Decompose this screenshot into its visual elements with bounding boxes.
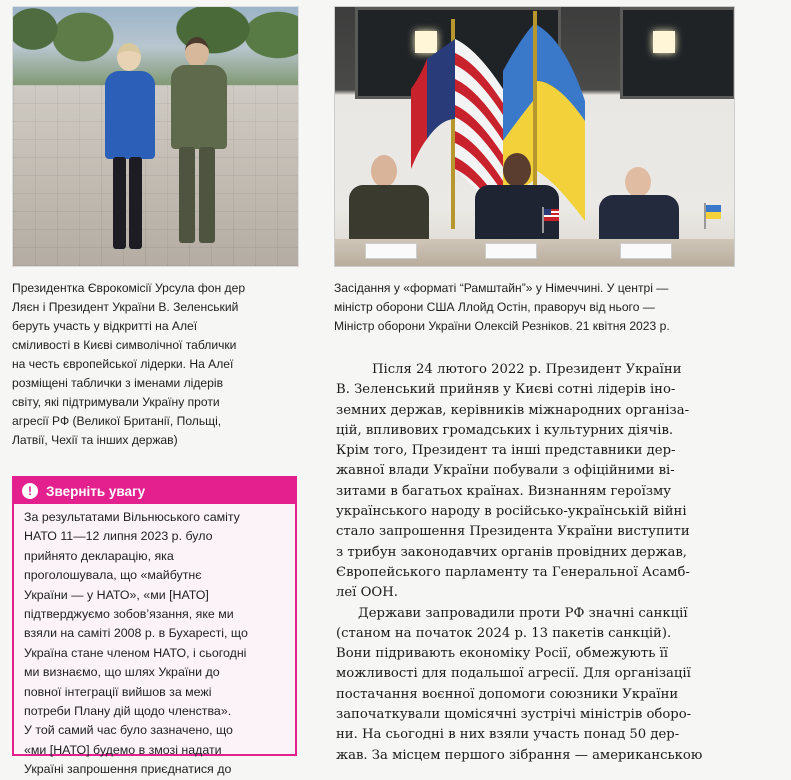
- caption-line: Міністр оборони України Олексій Резніков. 21 квітня 2023 р.: [334, 319, 670, 333]
- attention-line: прийнято декларацію, яка: [24, 548, 174, 563]
- caption-line: Президентка Єврокомісії Урсула фон дер: [12, 281, 246, 295]
- window: [620, 7, 735, 99]
- attention-line: потреби Плану дій щодо членства».: [24, 704, 232, 719]
- nameplate: [620, 243, 672, 259]
- text-line: жав. За місцем першого зібрання — американською: [336, 747, 703, 763]
- text-line: започаткували щомісячні зустрічі міністрів оборо-: [336, 707, 692, 723]
- text-line: (станом на початок 2024 р. 13 пакетів санкцій).: [336, 625, 672, 641]
- attention-line: НАТО 11—12 липня 2023 р. було: [24, 529, 213, 544]
- caption-line: Ляєн і Президент України В. Зеленський: [12, 300, 239, 314]
- main-text: [336, 360, 736, 766]
- person-reznikov: [599, 167, 679, 247]
- caption-line: беруть участь у відкритті на Алеї: [12, 319, 198, 333]
- text-line: зитами в багатьох країнах. Визнанням героїзму: [336, 483, 672, 499]
- text-line: ни. На сьогодні в них взяли участь понад 50 дер-: [336, 727, 680, 743]
- text-line: українського народу в російсько-українській війні: [336, 504, 687, 520]
- caption-line: Латвії, Чехії та інших держав): [12, 433, 178, 447]
- caption-line: агресії РФ (Великої Британії, Польщі,: [12, 414, 222, 428]
- caption-line: на честь європейської лідерки. На Алеї: [12, 357, 234, 371]
- text-line: леї ООН.: [336, 585, 398, 601]
- attention-title: Зверніть увагу: [46, 483, 146, 499]
- text-line: з трибун законодавчих органів провідних держав,: [336, 544, 687, 560]
- attention-line: Україні запрошення приєднатися до: [24, 762, 232, 777]
- caption-left-photo: [12, 279, 304, 450]
- text-line: жавної влади України побували з офіційними ві-: [336, 463, 675, 479]
- attention-line: У той самий час було зазначено, що: [24, 723, 233, 738]
- person-general: [349, 155, 429, 245]
- attention-line: України — у НАТО», «ми [НАТО]: [24, 587, 209, 602]
- caption-line: міністр оборони США Ллойд Остін, праворуч від нього —: [334, 300, 655, 314]
- attention-line: підтверджуємо зобов’язання, яке ми: [24, 607, 234, 622]
- text-line: стало запрошення Президента України виступити: [336, 524, 690, 540]
- text-line: Вони підривають економіку Росії, обмежують її: [336, 646, 669, 662]
- person-von-der-leyen: [101, 43, 161, 258]
- text-line: Європейського парламенту та Генеральної Асамб-: [336, 564, 690, 580]
- nameplate: [365, 243, 417, 259]
- exclamation-icon: !: [22, 483, 38, 499]
- attention-line: ми визнаємо, що шлях України до: [24, 665, 220, 680]
- person-zelensky: [163, 37, 233, 252]
- nameplate: [485, 243, 537, 259]
- caption-line: Засідання у «форматі “Рамштайн”» у Німеччині. У центрі —: [334, 281, 669, 295]
- attention-line: За результатами Вільнюського саміту: [24, 510, 240, 524]
- caption-line: сміливості в Києві символічної таблички: [12, 338, 237, 352]
- ceiling-lamp: [653, 31, 675, 53]
- small-ukraine-flag: [703, 203, 723, 229]
- caption-line: розміщені таблички з іменами лідерів: [12, 376, 223, 390]
- attention-line: Україна стане членом НАТО, і сьогодні: [24, 645, 247, 660]
- text-line: земних держав, керівників міжнародних організа-: [336, 402, 690, 418]
- attention-header: [14, 478, 295, 504]
- attention-line: взяли на саміті 2008 р. в Бухаресті, що: [24, 626, 248, 641]
- attention-box: [12, 476, 297, 777]
- text-line: цій, впливових громадських і культурних діячів.: [336, 422, 674, 438]
- text-line: можливості для подальшої агресії. Для організації: [336, 666, 691, 682]
- photo-von-der-leyen-zelensky: [12, 6, 299, 267]
- text-line: Крім того, Президент та інші представники дер-: [336, 443, 676, 459]
- attention-text: [14, 504, 295, 780]
- text-line: В. Зеленський прийняв у Києві сотні лідерів іно-: [336, 382, 676, 398]
- caption-right-photo: [334, 279, 754, 336]
- text-line: Після 24 лютого 2022 р. Президент України: [372, 362, 682, 377]
- caption-line: світу, які підтримували Україну проти: [12, 395, 220, 409]
- attention-line: «ми [НАТО] будемо в змозі надати: [24, 742, 222, 757]
- attention-line: повної інтеграції вийшов за межі: [24, 684, 212, 699]
- text-line: Держави запровадили проти РФ значні санкції: [358, 605, 688, 621]
- text-line: постачання воєнної допомоги союзники України: [336, 686, 679, 702]
- photo-ramstein-meeting: [334, 6, 735, 267]
- attention-line: проголошувала, що «майбутнє: [24, 568, 202, 583]
- small-us-flag: [541, 207, 561, 233]
